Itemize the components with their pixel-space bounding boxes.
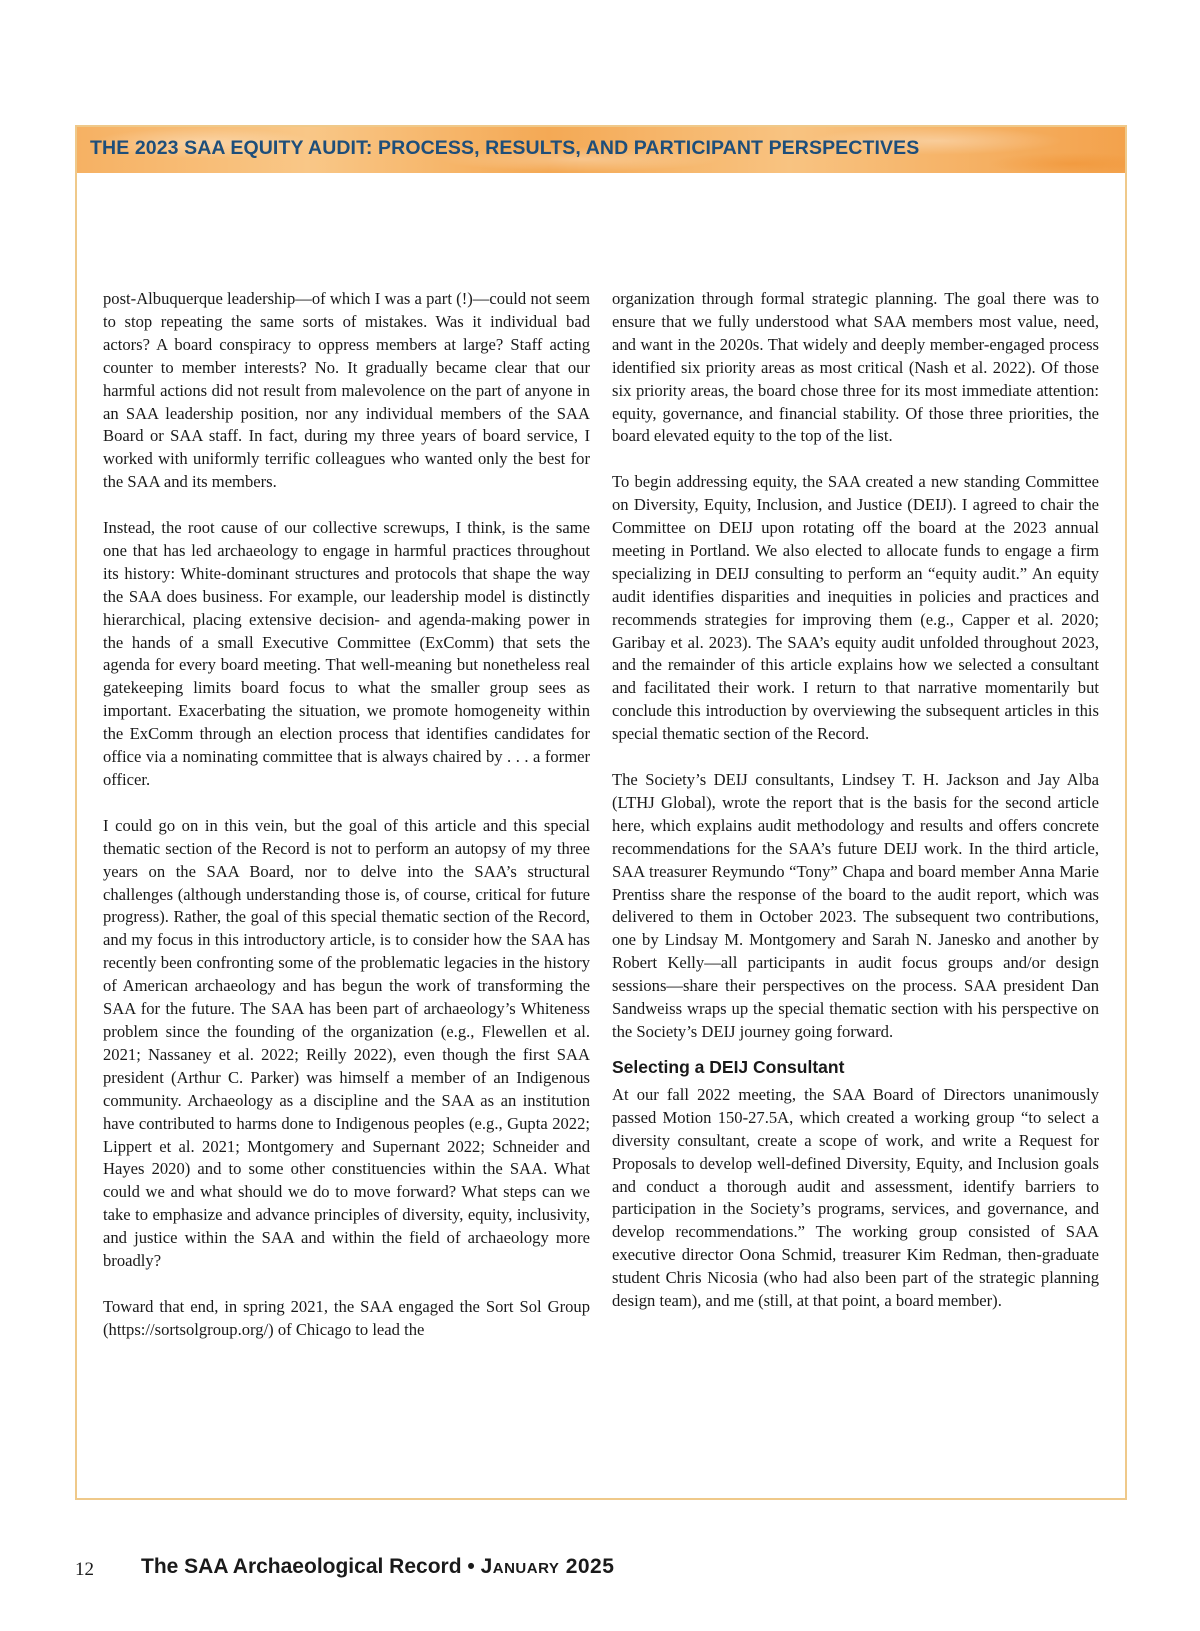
left-column [103, 288, 590, 1342]
right-column [612, 288, 1099, 1313]
footer-journal-line [141, 1555, 614, 1579]
paragraph: organization through formal strategic planning. The goal there was to ensure that we fully understood what SAA members most value, need, and want in the 2020s. That widely and deeply member-engaged process identified six priority areas as most critical (Nash et al. 2022). Of those six priority areas, the board chose three for its most immediate attention: equity, governance, and financial stability. Of those three priorities, the board elevated equity to the top of the list. [612, 289, 1099, 446]
section-heading: Selecting a DEIJ Consultant [612, 1056, 845, 1077]
section-banner [77, 127, 1125, 173]
paragraph: Instead, the root cause of our collective screwups, I think, is the same one that has led archaeology to engage in harmful practices throughout its history: White-dominant structures and protocols that shape the way the SAA does business. For example, our leadership model is distinctly hierarchical, placing extensive decision- and agenda-making power in the hands of a small Executive Committee (ExComm) that sets the agenda for every board meeting. That well-meaning but nonetheless real gatekeeping limits board focus to what the smaller group sees as important. Exacerbating the situation, we promote homogeneity within the ExComm through an election process that identifies candidates for office via a nominating committee that is always chaired by . . . a former officer. [103, 518, 590, 790]
paragraph: Toward that end, in spring 2021, the SAA engaged the Sort Sol Group (https://sortsolgroup.org/) of Chicago to lead the [103, 1296, 590, 1339]
paragraph: I could go on in this vein, but the goal of this article and this special thematic section of the Record is not to perform an autopsy of my three years on the SAA Board, nor to delve into the SAA’s structural challenges (although understanding those is, of course, critical for future progress). Rather, the goal of this special thematic section of the Record, and my focus in this introductory article, is to consider how the SAA has recently been confronting some of the problematic legacies in the history of American archaeology and has begun the work of transforming the SAA for the future. The SAA has been part of archaeology’s Whiteness problem since the founding of the organization (e.g., Flewellen et al. 2021; Nassaney et al. 2022; Reilly 2022), even though the first SAA president (Arthur C. Parker) was himself a member of an Indigenous community. Archaeology as a discipline and the SAA as an institution have contributed to harms done to Indigenous peoples (e.g., Gupta 2022; Lippert et al. 2021; Montgomery and Supernant 2022; Schneider and Hayes 2020) and to some other constituencies within the SAA. What could we and what should we do to move forward? What steps can we take to emphasize and advance principles of diversity, equity, inclusivity, and justice within the SAA and within the field of archaeology more broadly? [103, 815, 590, 1271]
paragraph: At our fall 2022 meeting, the SAA Board of Directors unanimously passed Motion 150-27.5A, which created a working group “to select a diversity consultant, create a scope of work, and write a Request for Proposals to develop well-defined Diversity, Equity, and Inclusion goals and conduct a thorough audit and assessment, identify barriers to participation in the Society’s programs, services, and governance, and develop recommendations.” The working group consisted of SAA executive director Oona Schmid, treasurer Kim Redman, then-graduate student Chris Nicosia (who had also been part of the strategic planning design team), and me (still, at that point, a board member). [612, 1084, 1099, 1311]
paragraph: To begin addressing equity, the SAA created a new standing Committee on Diversity, Equity, Inclusion, and Justice (DEIJ). I agreed to chair the Committee on DEIJ upon rotating off the board at the 2023 annual meeting in Portland. We also elected to allocate funds to engage a firm specializing in DEIJ consulting to perform an “equity audit.” An equity audit identifies disparities and inequities in policies and practices and recommends strategies for improving them (e.g., Capper et al. 2020; Garibay et al. 2023). The SAA’s equity audit unfolded throughout 2023, and the remainder of this article explains how we selected a consultant and facilitated their work. I return to that narrative momentarily but conclude this introduction by overviewing the subsequent articles in this special thematic section of the Record. [612, 472, 1099, 744]
paragraph: The Society’s DEIJ consultants, Lindsey T. H. Jackson and Jay Alba (LTHJ Global), wrote the report that is the basis for the second article here, which explains audit methodology and results and offers concrete recommendations for the SAA’s future DEIJ work. In the third article, SAA treasurer Reymundo “Tony” Chapa and board member Anna Marie Prentiss share the response of the board to the audit report, which was delivered to them in October 2023. The subsequent two contributions, one by Lindsay M. Montgomery and Sarah N. Janesko and another by Robert Kelly—all participants in audit focus groups and/or design sessions—share their perspectives on the process. SAA president Dan Sandweiss wraps up the special thematic section with his perspective on the Society’s DEIJ journey going forward. [612, 770, 1099, 1041]
footer-separator: • [467, 1555, 475, 1578]
issue-date: January 2025 [480, 1555, 615, 1578]
section-title: THE 2023 SAA EQUITY AUDIT: PROCESS, RESULTS, AND PARTICIPANT PERSPECTIVES [90, 137, 920, 159]
page-number: 12 [75, 1559, 94, 1580]
journal-title: The SAA Archaeological Record [141, 1555, 462, 1578]
paragraph: post-Albuquerque leadership—of which I was a part (!)—could not seem to stop repeating the same sorts of mistakes. Was it individual bad actors? A board conspiracy to oppress members at large? Staff acting counter to member interests? No. It gradually became clear that our harmful actions did not result from malevolence on the part of anyone in an SAA leadership position, nor any individual members of the SAA Board or SAA staff. In fact, during my three years of board service, I worked with uniformly terrific colleagues who wanted only the best for the SAA and its members. [103, 289, 590, 492]
